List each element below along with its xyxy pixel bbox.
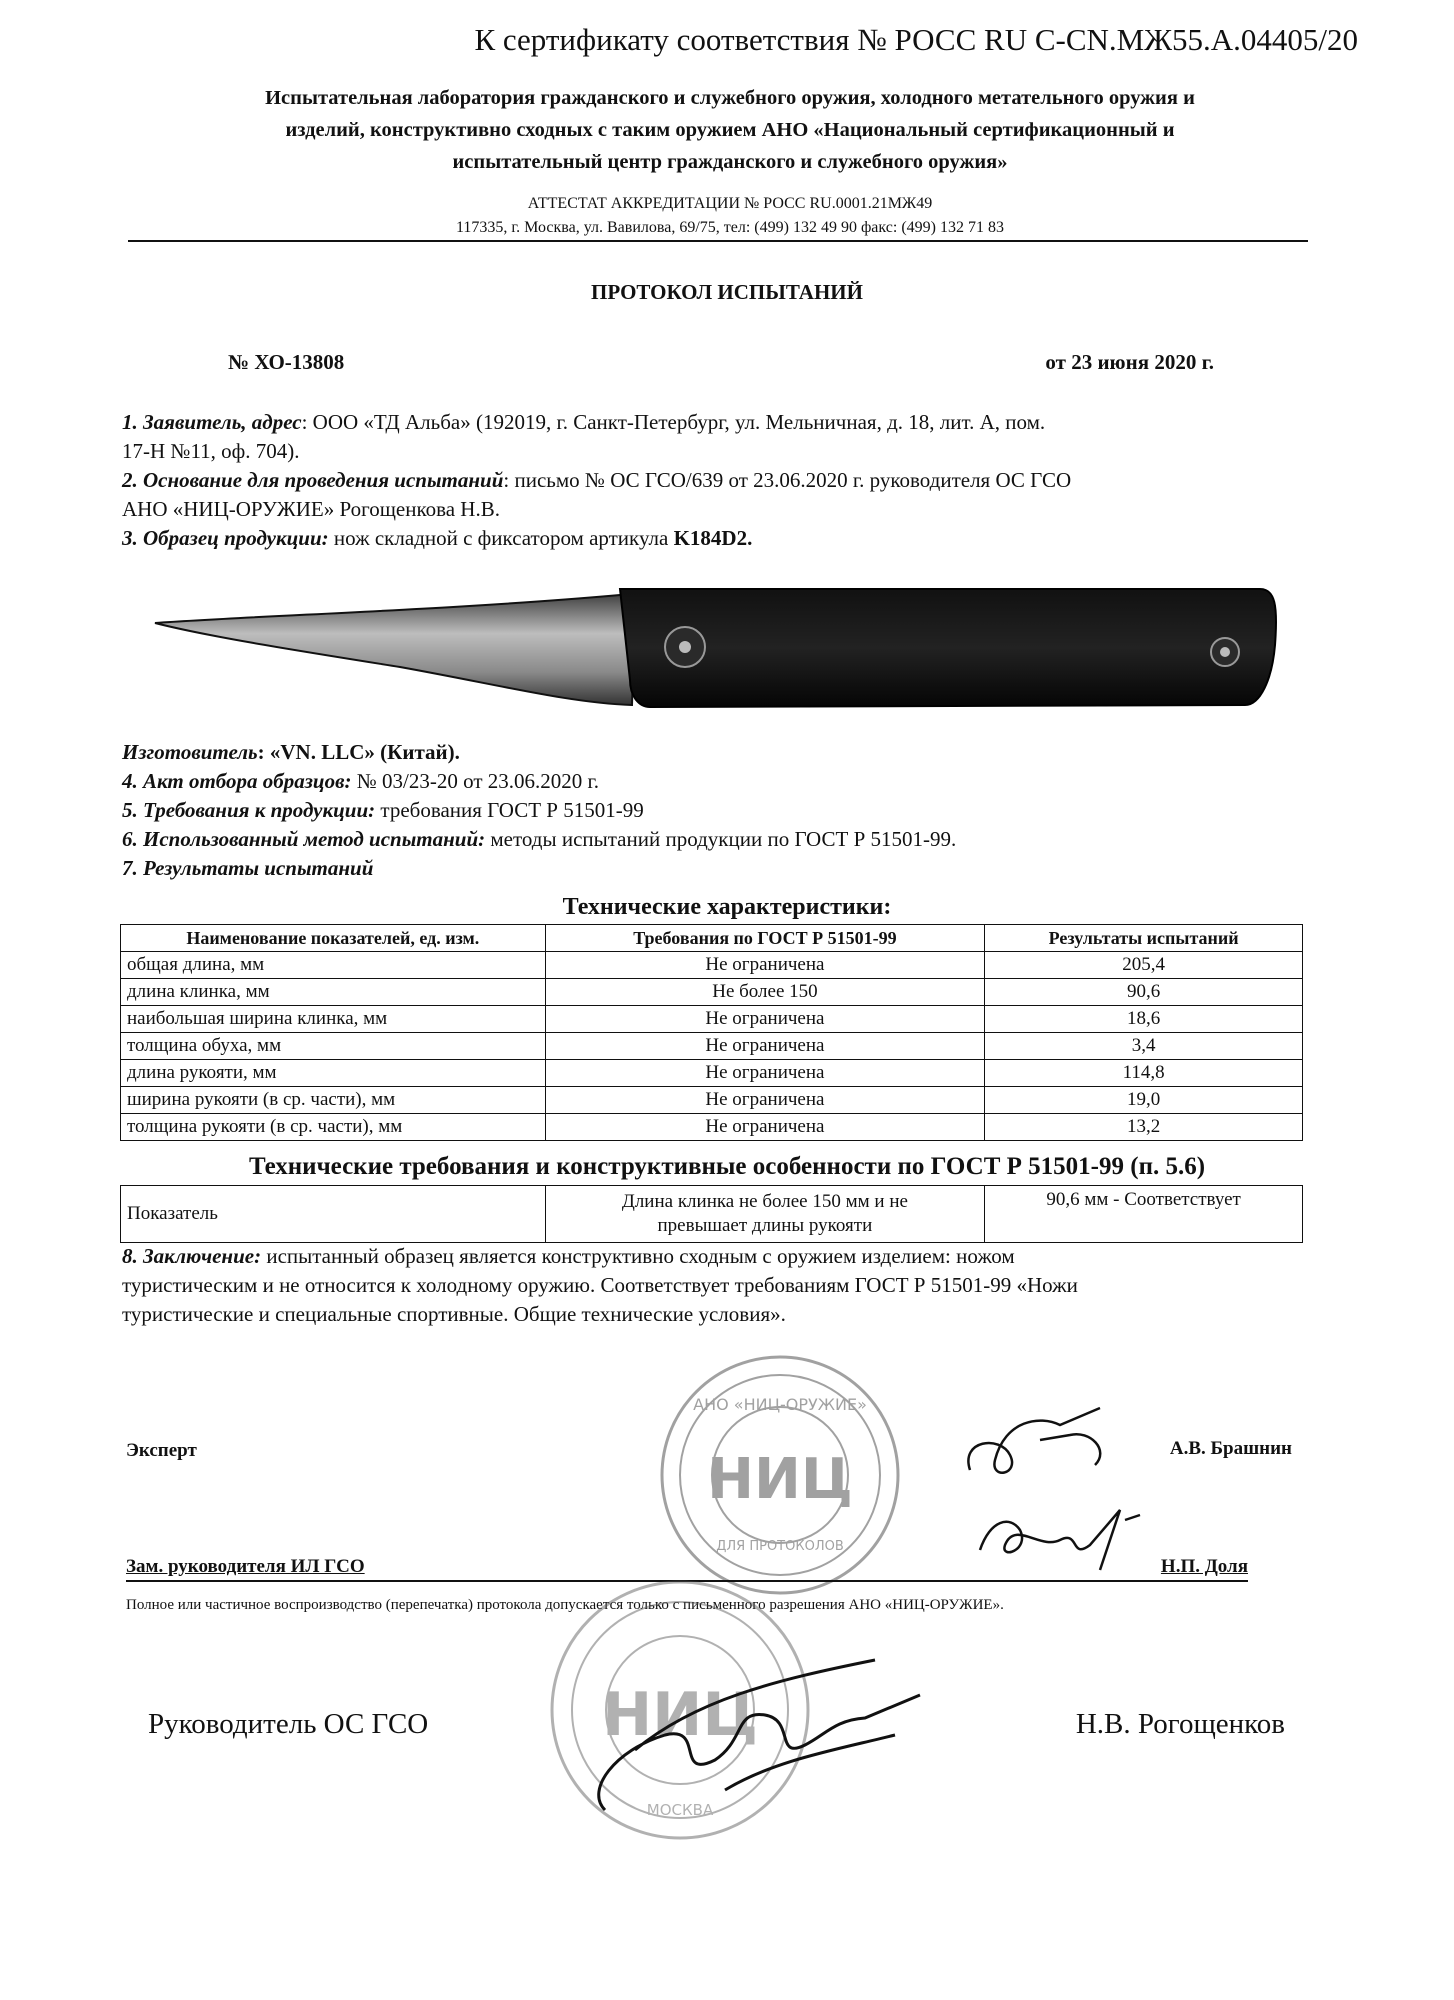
sample-line <box>122 524 1294 553</box>
basis-label: 2. Основание для проведения испытаний <box>122 468 504 492</box>
table-row <box>121 1033 1303 1060</box>
specs-table-title: Технические характеристики: <box>562 894 892 920</box>
stamp-inner-text: АНО «НИЦ-ОРУЖИЕ» <box>693 1395 867 1414</box>
accreditation-number: АТТЕСТАТ АККРЕДИТАЦИИ № РОСС RU.0001.21МЖ49 <box>527 195 933 212</box>
spec-result-cell: 114,8 <box>985 1060 1303 1087</box>
spec-result-cell: 13,2 <box>985 1114 1303 1141</box>
spec-name-cell: общая длина, мм <box>121 952 546 979</box>
protocol-date: от 23 июня 2020 г. <box>1045 350 1214 374</box>
table-row <box>121 1060 1303 1087</box>
method-label: 6. Использованный метод испытаний: <box>122 827 486 851</box>
knife-blade <box>155 595 635 705</box>
table-row <box>121 979 1303 1006</box>
table-row <box>121 1114 1303 1141</box>
spec-result-cell: 205,4 <box>985 952 1303 979</box>
req-requirement-cell <box>545 1186 985 1243</box>
basis-line-2: АНО «НИЦ-ОРУЖИЕ» Рогощенкова Н.В. <box>122 497 500 521</box>
knife-handle <box>620 589 1276 707</box>
reproduction-note: Полное или частичное воспроизводство (перепечатка) протокола допускается только с письменного разрешения АНО «НИЦ-ОРУЖИЕ». <box>126 1597 1004 1613</box>
header-divider <box>128 240 1308 242</box>
protocol-title: ПРОТОКОЛ ИСПЫТАНИЙ <box>591 280 863 304</box>
spec-requirement-cell: Не более 150 <box>545 979 985 1006</box>
spec-name-cell: длина клинка, мм <box>121 979 546 1006</box>
spec-requirement-cell: Не ограничена <box>545 1033 985 1060</box>
deputy-signature <box>970 1490 1150 1580</box>
specs-header-row <box>121 925 1303 952</box>
accreditation-block <box>150 192 1310 240</box>
manufacturer-label: Изготовитель <box>122 740 258 764</box>
lab-address: 117335, г. Москва, ул. Вавилова, 69/75, тел: (499) 132 49 90 факс: (499) 132 71 83 <box>456 219 1004 236</box>
req-result-cell: 90,6 мм - Соответствует <box>985 1186 1303 1243</box>
specs-table <box>120 924 1303 1141</box>
req-requirement-line: Длина клинка не более 150 мм и не <box>621 1191 908 1212</box>
stamp2-bottom-text: МОСКВА <box>646 1801 714 1819</box>
knife-pivot-center <box>679 641 691 653</box>
table-row <box>121 1087 1303 1114</box>
sample-value: нож складной с фиксатором артикула <box>328 526 674 550</box>
results-label: 7. Результаты испытаний <box>122 856 374 880</box>
table-row <box>121 952 1303 979</box>
sample-label: 3. Образец продукции: <box>122 526 329 550</box>
specs-header-cell: Требования по ГОСТ Р 51501-99 <box>545 925 985 952</box>
head-name: Н.В. Рогощенков <box>1075 1708 1285 1740</box>
spec-name-cell: ширина рукояти (в ср. части), мм <box>121 1087 546 1114</box>
basis-line <box>122 466 1294 495</box>
requirements-line <box>122 796 1294 825</box>
lab-line: Испытательная лаборатория гражданского и служебного оружия, холодного метательного оружия и <box>265 87 1195 109</box>
manufacturer-value: : «VN. LLC» (Китай). <box>257 740 460 764</box>
requirements-value: требования ГОСТ Р 51501-99 <box>375 798 644 822</box>
head-signature <box>575 1640 935 1840</box>
requirements-table <box>120 1185 1303 1243</box>
spec-result-cell: 3,4 <box>985 1033 1303 1060</box>
certificate-reference: К сертификату соответствия № РОСС RU С-CN.МЖ55.А.04405/20 <box>474 22 1358 57</box>
req-requirement-line: превышает длины рукояти <box>657 1215 873 1236</box>
spec-requirement-cell: Не ограничена <box>545 1087 985 1114</box>
req-indicator-cell: Показатель <box>121 1186 546 1243</box>
stamp-center-text: НИЦ <box>707 1447 853 1512</box>
specs-header-cell: Результаты испытаний <box>985 925 1303 952</box>
spec-requirement-cell: Не ограничена <box>545 1006 985 1033</box>
conclusion-line <box>122 1242 1294 1271</box>
conclusion <box>122 1242 1294 1329</box>
results-line <box>122 854 1294 883</box>
deputy-label: Зам. руководителя ИЛ ГСО <box>126 1556 365 1577</box>
conclusion-label: 8. Заключение: <box>122 1244 262 1268</box>
head-label: Руководитель ОС ГСО <box>148 1708 429 1740</box>
items-block-2 <box>122 738 1294 883</box>
applicant-value: : ООО «ТД Альба» (192019, г. Санкт-Петербург, ул. Мельничная, д. 18, лит. А, пом. <box>301 410 1046 434</box>
items-block-1 <box>122 408 1294 553</box>
requirements-label: 5. Требования к продукции: <box>122 798 376 822</box>
spec-name-cell: длина рукояти, мм <box>121 1060 546 1087</box>
spec-requirement-cell: Не ограничена <box>545 1114 985 1141</box>
expert-name: А.В. Брашнин <box>1169 1438 1292 1459</box>
lab-line: изделий, конструктивно сходных с таким оружием АНО «Национальный сертификационный и <box>285 119 1175 141</box>
expert-signature <box>950 1400 1150 1490</box>
conclusion-line: туристическим и не относится к холодному оружию. Соответствует требованиям ГОСТ Р 51501-99 «Ножи <box>122 1273 1078 1297</box>
applicant-label: 1. Заявитель, адрес <box>122 410 302 434</box>
organization-stamp <box>655 1350 905 1600</box>
stamp2-center-text: НИЦ <box>601 1680 759 1750</box>
lab-line: испытательный центр гражданского и служебного оружия» <box>452 151 1008 173</box>
spec-result-cell: 19,0 <box>985 1087 1303 1114</box>
protocol-number: № ХО-13808 <box>228 350 345 374</box>
spec-name-cell: толщина рукояти (в ср. части), мм <box>121 1114 546 1141</box>
stamp-bottom-text: ДЛЯ ПРОТОКОЛОВ <box>716 1539 844 1554</box>
specs-header-cell: Наименование показателей, ед. изм. <box>121 925 546 952</box>
table-row <box>121 1006 1303 1033</box>
spec-result-cell: 18,6 <box>985 1006 1303 1033</box>
spec-name-cell: наибольшая ширина клинка, мм <box>121 1006 546 1033</box>
sample-article: K184D2. <box>673 526 753 550</box>
req-row <box>121 1186 1303 1243</box>
applicant-line <box>122 408 1294 437</box>
manufacturer-line <box>122 738 1294 767</box>
spec-requirement-cell: Не ограничена <box>545 1060 985 1087</box>
spec-name-cell: толщина обуха, мм <box>121 1033 546 1060</box>
method-value: методы испытаний продукции по ГОСТ Р 51501-99. <box>485 827 957 851</box>
knife-photo <box>150 585 1280 715</box>
act-label: 4. Акт отбора образцов: <box>122 769 352 793</box>
deputy-name: Н.П. Доля <box>1160 1556 1248 1577</box>
knife-rear-screw-center <box>1220 647 1230 657</box>
req-table-title: Технические требования и конструктивные особенности по ГОСТ Р 51501-99 (п. 5.6) <box>248 1153 1206 1180</box>
act-value: № 03/23-20 от 23.06.2020 г. <box>351 769 599 793</box>
method-line <box>122 825 1294 854</box>
applicant-line-2: 17-Н №11, оф. 704). <box>122 439 300 463</box>
basis-value: : письмо № ОС ГСО/639 от 23.06.2020 г. руководителя ОС ГСО <box>503 468 1072 492</box>
conclusion-text: испытанный образец является конструктивно сходным с оружием изделием: ножом <box>261 1244 1015 1268</box>
spec-requirement-cell: Не ограничена <box>545 952 985 979</box>
expert-label: Эксперт <box>126 1440 197 1461</box>
laboratory-name <box>150 82 1310 178</box>
act-line <box>122 767 1294 796</box>
conclusion-line: туристические и специальные спортивные. Общие технические условия». <box>122 1302 786 1326</box>
spec-result-cell: 90,6 <box>985 979 1303 1006</box>
